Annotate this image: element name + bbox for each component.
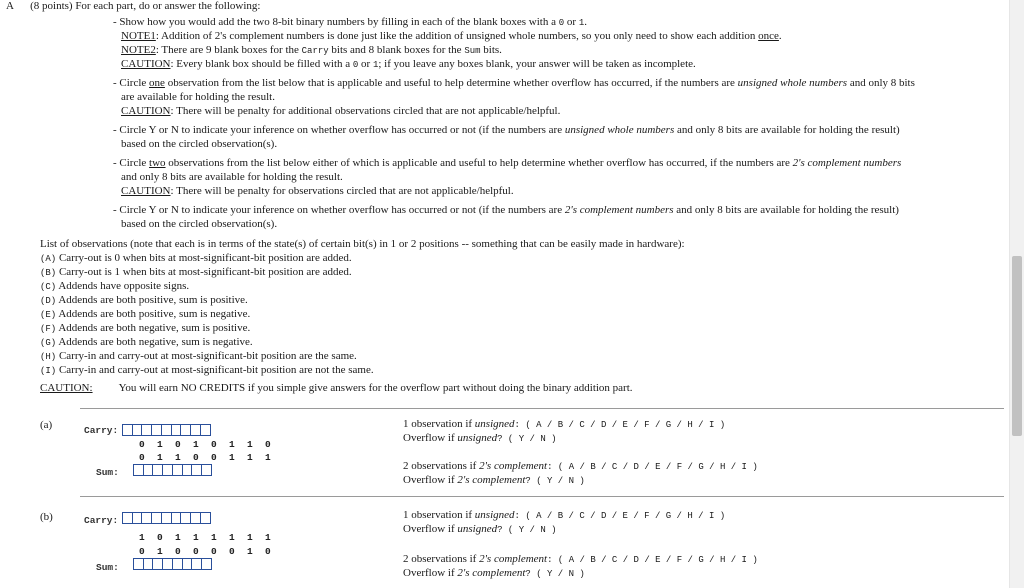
part-b-carry-label: Carry: bbox=[84, 515, 119, 526]
part-b-q-unsigned[interactable]: 1 observation if unsigned: ( A / B / C / D / E / F / G / H / I ) bbox=[403, 509, 726, 521]
sum-box[interactable] bbox=[201, 464, 212, 476]
carry-box[interactable] bbox=[200, 424, 211, 436]
vertical-scrollbar[interactable] bbox=[1009, 0, 1024, 588]
observations-intro: List of observations (note that each is in terms of the state(s) of certain bit(s) in 1 or 2 positions -- something that can be easily made in hardware): bbox=[40, 238, 685, 250]
instruction-show-addition: - Show how you would add the two 8-bit binary numbers by filling in each of the blank boxes with a 0 or 1. bbox=[113, 16, 587, 28]
note2: NOTE2: There are 9 blank boxes for the Carry bits and 8 blank boxes for the Sum bits. bbox=[121, 44, 502, 56]
observation-item: (I) Carry-in and carry-out at most-significant-bit position are not the same. bbox=[40, 364, 374, 376]
question-letter: A bbox=[6, 0, 14, 12]
caution-additional-observations: CAUTION: There will be penalty for additional observations circled that are not applicable/helpful. bbox=[121, 105, 561, 117]
part-b-label: (b) bbox=[40, 511, 53, 523]
instruction-yn-unsigned: - Circle Y or N to indicate your inference on whether overflow has occurred or not (if the numbers are unsigned whole numbers and only 8 bits are available for holding the result) bbox=[113, 124, 900, 136]
part-a-label: (a) bbox=[40, 419, 53, 431]
instruction-circle-one-cont: are available for holding the result. bbox=[121, 91, 275, 103]
instruction-circle-two-cont: and only 8 bits are available for holding the result. bbox=[121, 171, 343, 183]
observation-item: (B) Carry-out is 1 when bits at most-significant-bit position are added. bbox=[40, 266, 352, 278]
observation-item: (G) Addends are both negative, sum is negative. bbox=[40, 336, 253, 348]
question-points: (8 points) For each part, do or answer the following: bbox=[30, 0, 261, 12]
part-b-q-twos[interactable]: 2 observations if 2's complement: ( A / B / C / D / E / F / G / H / I ) bbox=[403, 553, 758, 565]
part-a-q-unsigned[interactable]: 1 observation if unsigned: ( A / B / C / D / E / F / G / H / I ) bbox=[403, 418, 726, 430]
part-a-q-twos[interactable]: 2 observations if 2's complement: ( A / B / C / D / E / F / G / H / I ) bbox=[403, 460, 758, 472]
part-a-carry-boxes[interactable] bbox=[122, 424, 209, 436]
observation-item: (C) Addends have opposite signs. bbox=[40, 280, 190, 292]
caution-no-credits: CAUTION: You will earn NO CREDITS if you simple give answers for the overflow part without doing the binary addition part. bbox=[40, 382, 633, 394]
caution-blank-boxes: CAUTION: Every blank box should be filled with a 0 or 1; if you leave any boxes blank, your answer will be taken as incomplete. bbox=[121, 58, 696, 70]
part-b-addend-2: 0 1 0 0 0 0 1 0 bbox=[139, 546, 275, 557]
part-b-overflow-twos[interactable]: Overflow if 2's complement? ( Y / N ) bbox=[403, 567, 585, 579]
observation-item: (E) Addends are both positive, sum is negative. bbox=[40, 308, 251, 320]
part-b-sum-label: Sum: bbox=[96, 562, 119, 573]
instruction-circle-one: - Circle one observation from the list below that is applicable and useful to help determine whether overflow has occurred, if the numbers are unsigned whole numbers and only 8 bits bbox=[113, 77, 915, 89]
part-a-addend-1: 0 1 0 1 0 1 1 0 bbox=[139, 439, 275, 450]
question-header bbox=[6, 0, 260, 13]
part-b-carry-boxes[interactable] bbox=[122, 512, 209, 524]
instruction-yn-twos: - Circle Y or N to indicate your inference on whether overflow has occurred or not (if the numbers are 2's complement numbers and only 8 bits are available for holding the result) bbox=[113, 204, 899, 216]
carry-box[interactable] bbox=[200, 512, 211, 524]
observation-item: (H) Carry-in and carry-out at most-significant-bit position are the same. bbox=[40, 350, 357, 362]
instruction-yn-twos-cont: based on the circled observation(s). bbox=[121, 218, 278, 230]
note1: NOTE1: Addition of 2's complement numbers is done just like the addition of unsigned whole numbers, so you only need to show each addition once. bbox=[121, 30, 782, 42]
separator-line bbox=[80, 408, 1004, 409]
part-a-overflow-twos[interactable]: Overflow if 2's complement? ( Y / N ) bbox=[403, 474, 585, 486]
caution-circled-observations: CAUTION: There will be penalty for observations circled that are not applicable/helpful. bbox=[121, 185, 514, 197]
part-b-addend-1: 1 0 1 1 1 1 1 1 bbox=[139, 532, 275, 543]
part-a-addend-2: 0 1 1 0 0 1 1 1 bbox=[139, 452, 275, 463]
observation-item: (D) Addends are both positive, sum is positive. bbox=[40, 294, 248, 306]
separator-line bbox=[80, 496, 1004, 497]
instruction-yn-unsigned-cont: based on the circled observation(s). bbox=[121, 138, 278, 150]
part-a-overflow-unsigned[interactable]: Overflow if unsigned? ( Y / N ) bbox=[403, 432, 557, 444]
observation-item: (F) Addends are both negative, sum is positive. bbox=[40, 322, 251, 334]
sum-box[interactable] bbox=[201, 558, 212, 570]
part-b-overflow-unsigned[interactable]: Overflow if unsigned? ( Y / N ) bbox=[403, 523, 557, 535]
part-a-carry-label: Carry: bbox=[84, 425, 119, 436]
instruction-circle-two: - Circle two observations from the list below either of which is applicable and useful to help determine whether overflow has occurred, if the numbers are 2's complement numbers bbox=[113, 157, 902, 169]
part-a-sum-boxes[interactable] bbox=[133, 464, 211, 476]
observation-item: (A) Carry-out is 0 when bits at most-significant-bit position are added. bbox=[40, 252, 352, 264]
part-a-sum-label: Sum: bbox=[96, 467, 119, 478]
part-b-sum-boxes[interactable] bbox=[133, 558, 211, 570]
scrollbar-thumb[interactable] bbox=[1012, 256, 1022, 436]
